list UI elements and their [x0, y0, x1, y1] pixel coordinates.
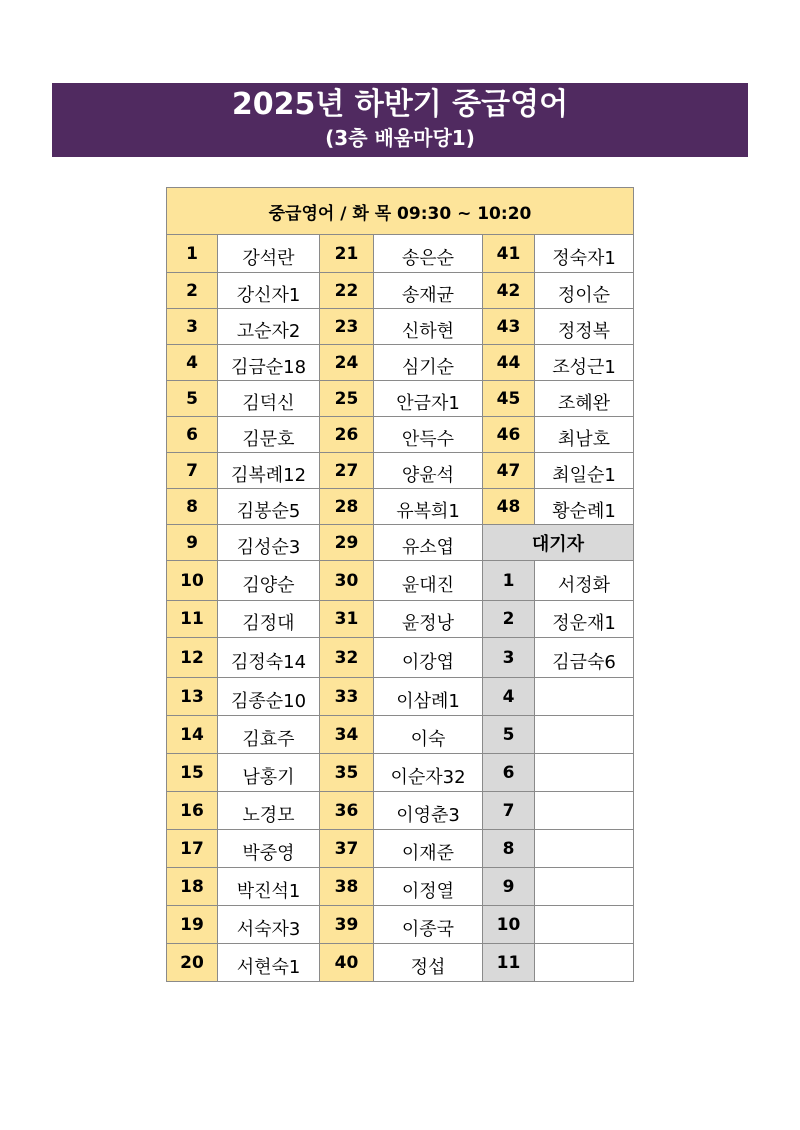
student-number: 23 — [320, 309, 374, 345]
student-number: 43 — [483, 309, 535, 345]
table-row — [167, 381, 634, 417]
waitlist-name: 김금숙6 — [535, 638, 634, 678]
student-name: 정이순 — [535, 273, 634, 309]
waitlist-name — [535, 678, 634, 716]
student-number: 8 — [167, 489, 218, 525]
student-name: 이종국 — [374, 906, 483, 944]
student-number: 25 — [320, 381, 374, 417]
student-number: 34 — [320, 716, 374, 754]
waitlist-number: 6 — [483, 754, 535, 792]
waitlist-number: 4 — [483, 678, 535, 716]
student-number: 36 — [320, 792, 374, 830]
student-name: 정정복 — [535, 309, 634, 345]
student-name: 김성순3 — [218, 525, 320, 561]
student-number: 30 — [320, 561, 374, 601]
student-name: 송은순 — [374, 235, 483, 273]
student-name: 남홍기 — [218, 754, 320, 792]
student-number: 48 — [483, 489, 535, 525]
student-name: 고순자2 — [218, 309, 320, 345]
student-number: 37 — [320, 830, 374, 868]
waitlist-number: 9 — [483, 868, 535, 906]
student-number: 16 — [167, 792, 218, 830]
table-row — [167, 309, 634, 345]
waitlist-name — [535, 868, 634, 906]
student-name: 강석란 — [218, 235, 320, 273]
student-name: 윤정낭 — [374, 601, 483, 638]
waitlist-name — [535, 944, 634, 982]
student-number: 42 — [483, 273, 535, 309]
student-number: 3 — [167, 309, 218, 345]
student-number: 40 — [320, 944, 374, 982]
student-number: 39 — [320, 906, 374, 944]
student-name: 김양순 — [218, 561, 320, 601]
student-name: 신하현 — [374, 309, 483, 345]
student-number: 33 — [320, 678, 374, 716]
student-name: 김봉순5 — [218, 489, 320, 525]
waitlist-name — [535, 906, 634, 944]
waitlist-number: 5 — [483, 716, 535, 754]
student-name: 황순례1 — [535, 489, 634, 525]
student-name: 이순자32 — [374, 754, 483, 792]
student-name: 서현숙1 — [218, 944, 320, 982]
student-number: 1 — [167, 235, 218, 273]
student-name: 이숙 — [374, 716, 483, 754]
student-number: 41 — [483, 235, 535, 273]
student-number: 15 — [167, 754, 218, 792]
student-number: 11 — [167, 601, 218, 638]
student-name: 김금순18 — [218, 345, 320, 381]
student-number: 31 — [320, 601, 374, 638]
student-number: 4 — [167, 345, 218, 381]
student-number: 26 — [320, 417, 374, 453]
waitlist-name: 정운재1 — [535, 601, 634, 638]
student-number: 13 — [167, 678, 218, 716]
student-name: 김정숙14 — [218, 638, 320, 678]
student-number: 5 — [167, 381, 218, 417]
waitlist-name — [535, 830, 634, 868]
table-row — [167, 792, 634, 830]
waitlist-name — [535, 792, 634, 830]
student-number: 21 — [320, 235, 374, 273]
table-row — [167, 525, 634, 561]
student-name: 강신자1 — [218, 273, 320, 309]
student-name: 안득수 — [374, 417, 483, 453]
table-row — [167, 638, 634, 678]
student-name: 유소엽 — [374, 525, 483, 561]
student-name: 윤대진 — [374, 561, 483, 601]
table-row — [167, 235, 634, 273]
waitlist-number: 3 — [483, 638, 535, 678]
student-name: 김정대 — [218, 601, 320, 638]
student-number: 17 — [167, 830, 218, 868]
student-name: 김문호 — [218, 417, 320, 453]
student-name: 정섭 — [374, 944, 483, 982]
table-row — [167, 830, 634, 868]
student-name: 조성근1 — [535, 345, 634, 381]
student-number: 28 — [320, 489, 374, 525]
student-number: 46 — [483, 417, 535, 453]
student-number: 6 — [167, 417, 218, 453]
student-number: 10 — [167, 561, 218, 601]
student-name: 이재준 — [374, 830, 483, 868]
student-name: 이영춘3 — [374, 792, 483, 830]
page-subtitle: (3층 배움마당1) — [325, 126, 475, 150]
student-number: 29 — [320, 525, 374, 561]
page-title: 2025년 하반기 중급영어 — [231, 87, 569, 122]
table-row — [167, 489, 634, 525]
student-number: 45 — [483, 381, 535, 417]
student-number: 32 — [320, 638, 374, 678]
table-row — [167, 561, 634, 601]
student-number: 22 — [320, 273, 374, 309]
student-number: 44 — [483, 345, 535, 381]
student-number: 2 — [167, 273, 218, 309]
waitlist-number: 1 — [483, 561, 535, 601]
student-name: 이삼례1 — [374, 678, 483, 716]
student-name: 안금자1 — [374, 381, 483, 417]
student-name: 서숙자3 — [218, 906, 320, 944]
waitlist-name: 서정화 — [535, 561, 634, 601]
table-row — [167, 417, 634, 453]
student-name: 최남호 — [535, 417, 634, 453]
student-number: 20 — [167, 944, 218, 982]
table-row — [167, 868, 634, 906]
student-number: 19 — [167, 906, 218, 944]
student-name: 박진석1 — [218, 868, 320, 906]
table-row — [167, 453, 634, 489]
table-header-row — [167, 188, 634, 235]
student-number: 47 — [483, 453, 535, 489]
student-name: 이정열 — [374, 868, 483, 906]
student-number: 12 — [167, 638, 218, 678]
student-name: 김종순10 — [218, 678, 320, 716]
student-number: 14 — [167, 716, 218, 754]
waitlist-number: 10 — [483, 906, 535, 944]
waitlist-header: 대기자 — [483, 525, 634, 561]
student-name: 이강엽 — [374, 638, 483, 678]
student-number: 9 — [167, 525, 218, 561]
waitlist-number: 7 — [483, 792, 535, 830]
waitlist-number: 8 — [483, 830, 535, 868]
student-name: 유복희1 — [374, 489, 483, 525]
student-name: 정숙자1 — [535, 235, 634, 273]
student-name: 박중영 — [218, 830, 320, 868]
student-name: 노경모 — [218, 792, 320, 830]
student-name: 심기순 — [374, 345, 483, 381]
student-number: 18 — [167, 868, 218, 906]
table-row — [167, 273, 634, 309]
table-row — [167, 906, 634, 944]
student-name: 김효주 — [218, 716, 320, 754]
student-number: 24 — [320, 345, 374, 381]
waitlist-number: 2 — [483, 601, 535, 638]
table-row — [167, 345, 634, 381]
table-row — [167, 716, 634, 754]
student-name: 최일순1 — [535, 453, 634, 489]
table-row — [167, 601, 634, 638]
student-number: 27 — [320, 453, 374, 489]
waitlist-number: 11 — [483, 944, 535, 982]
student-number: 7 — [167, 453, 218, 489]
student-name: 양윤석 — [374, 453, 483, 489]
student-name: 송재균 — [374, 273, 483, 309]
schedule-header: 중급영어 / 화 목 09:30 ~ 10:20 — [167, 188, 634, 235]
page-header — [52, 83, 748, 157]
student-name: 김복례12 — [218, 453, 320, 489]
table-row — [167, 678, 634, 716]
student-number: 35 — [320, 754, 374, 792]
waitlist-name — [535, 754, 634, 792]
roster-table — [166, 187, 634, 982]
waitlist-name — [535, 716, 634, 754]
student-name: 김덕신 — [218, 381, 320, 417]
table-row — [167, 754, 634, 792]
student-number: 38 — [320, 868, 374, 906]
table-row — [167, 944, 634, 982]
student-name: 조혜완 — [535, 381, 634, 417]
